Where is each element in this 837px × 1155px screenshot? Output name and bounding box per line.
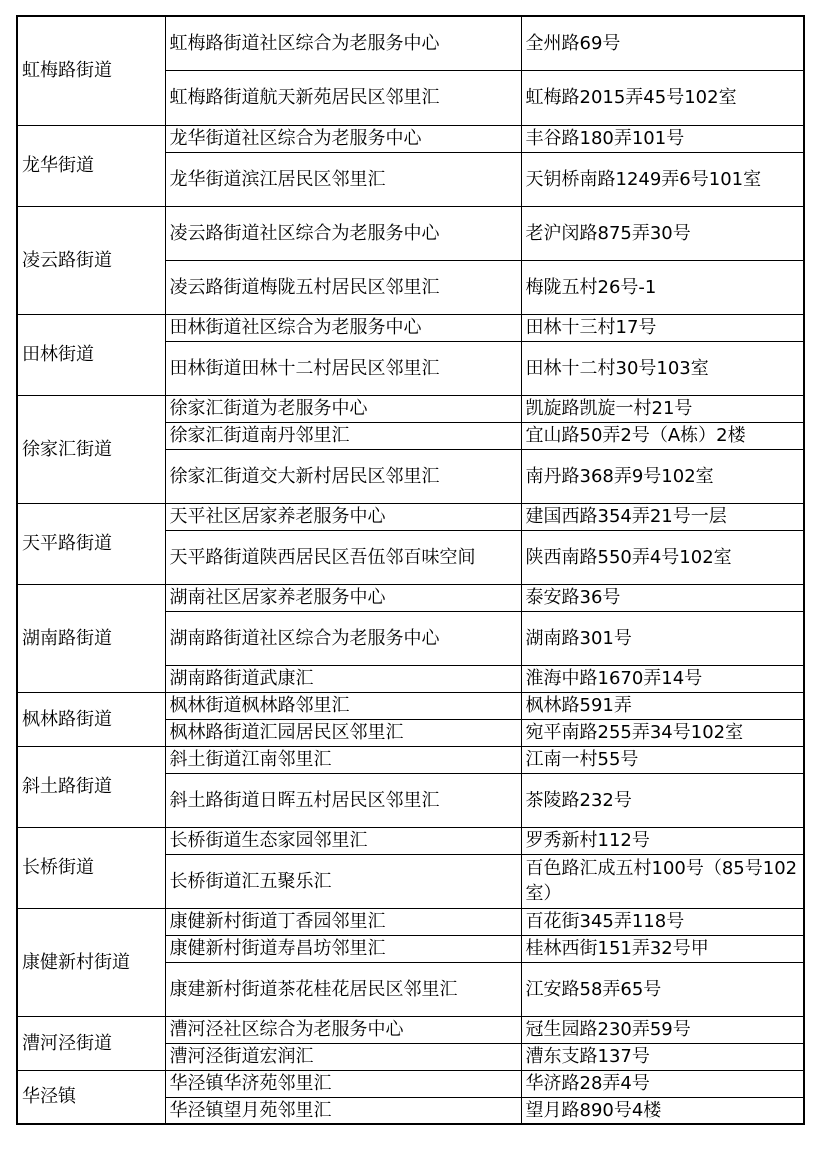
center-name-cell: 龙华街道滨江居民区邻里汇 [165,152,521,206]
center-name-cell: 湖南路街道武康汇 [165,665,521,692]
address-cell: 天钥桥南路1249弄6号101室 [521,152,804,206]
address-cell: 宜山路50弄2号（A栋）2楼 [521,422,804,449]
center-name-cell: 斜土街道江南邻里汇 [165,746,521,773]
table-row [17,206,804,260]
district-cell: 华泾镇 [17,1070,165,1124]
address-cell: 冠生园路230弄59号 [521,1016,804,1043]
center-name-cell: 湖南路街道社区综合为老服务中心 [165,611,521,665]
table-row [17,584,804,611]
address-cell: 建国西路354弄21号一层 [521,503,804,530]
center-name-cell: 虹梅路街道航天新苑居民区邻里汇 [165,70,521,125]
center-name-cell: 田林街道社区综合为老服务中心 [165,314,521,341]
center-name-cell: 华泾镇望月苑邻里汇 [165,1097,521,1124]
center-name-cell: 天平社区居家养老服务中心 [165,503,521,530]
address-cell: 南丹路368弄9号102室 [521,449,804,503]
district-cell: 虹梅路街道 [17,16,165,125]
center-name-cell: 徐家汇街道为老服务中心 [165,395,521,422]
table-row [17,395,804,422]
address-cell: 罗秀新村112号 [521,827,804,854]
address-cell: 华济路28弄4号 [521,1070,804,1097]
address-cell: 枫林路591弄 [521,692,804,719]
center-name-cell: 漕河泾社区综合为老服务中心 [165,1016,521,1043]
center-name-cell: 徐家汇街道南丹邻里汇 [165,422,521,449]
district-cell: 田林街道 [17,314,165,395]
center-name-cell: 虹梅路街道社区综合为老服务中心 [165,16,521,70]
district-cell: 枫林路街道 [17,692,165,746]
district-cell: 徐家汇街道 [17,395,165,503]
address-cell: 全州路69号 [521,16,804,70]
center-name-cell: 康健新村街道丁香园邻里汇 [165,908,521,935]
address-cell: 桂林西街151弄32号甲 [521,935,804,962]
address-cell: 泰安路36号 [521,584,804,611]
district-cell: 龙华街道 [17,125,165,206]
address-cell: 江南一村55号 [521,746,804,773]
table-row [17,314,804,341]
address-cell: 百花街345弄118号 [521,908,804,935]
address-cell: 茶陵路232号 [521,773,804,827]
district-cell: 长桥街道 [17,827,165,908]
center-name-cell: 康建新村街道茶花桂花居民区邻里汇 [165,962,521,1016]
address-cell: 百色路汇成五村100号（85号102室） [521,854,804,908]
table-row [17,125,804,152]
address-cell: 田林十二村30号103室 [521,341,804,395]
address-cell: 陕西南路550弄4号102室 [521,530,804,584]
center-name-cell: 斜土路街道日晖五村居民区邻里汇 [165,773,521,827]
address-cell: 淮海中路1670弄14号 [521,665,804,692]
district-cell: 斜土路街道 [17,746,165,827]
address-cell: 望月路890号4楼 [521,1097,804,1124]
district-cell: 漕河泾街道 [17,1016,165,1070]
address-cell: 凯旋路凯旋一村21号 [521,395,804,422]
center-name-cell: 田林街道田林十二村居民区邻里汇 [165,341,521,395]
table-row [17,1070,804,1097]
district-cell: 天平路街道 [17,503,165,584]
center-name-cell: 华泾镇华济苑邻里汇 [165,1070,521,1097]
address-cell: 漕东支路137号 [521,1043,804,1070]
address-cell: 丰谷路180弄101号 [521,125,804,152]
table-row [17,503,804,530]
service-center-table [16,15,805,1125]
center-name-cell: 漕河泾街道宏润汇 [165,1043,521,1070]
table-row [17,16,804,70]
address-cell: 宛平南路255弄34号102室 [521,719,804,746]
center-name-cell: 徐家汇街道交大新村居民区邻里汇 [165,449,521,503]
center-name-cell: 天平路街道陕西居民区吾伍邻百味空间 [165,530,521,584]
address-cell: 田林十三村17号 [521,314,804,341]
center-name-cell: 凌云路街道社区综合为老服务中心 [165,206,521,260]
center-name-cell: 康健新村街道寿昌坊邻里汇 [165,935,521,962]
center-name-cell: 枫林路街道汇园居民区邻里汇 [165,719,521,746]
district-cell: 康健新村街道 [17,908,165,1016]
address-cell: 老沪闵路875弄30号 [521,206,804,260]
center-name-cell: 枫林街道枫林路邻里汇 [165,692,521,719]
table-row [17,908,804,935]
table-row [17,1016,804,1043]
center-name-cell: 湖南社区居家养老服务中心 [165,584,521,611]
address-cell: 虹梅路2015弄45号102室 [521,70,804,125]
center-name-cell: 凌云路街道梅陇五村居民区邻里汇 [165,260,521,314]
district-cell: 凌云路街道 [17,206,165,314]
table-row [17,827,804,854]
address-cell: 梅陇五村26号-1 [521,260,804,314]
district-cell: 湖南路街道 [17,584,165,692]
table-body [17,16,804,1124]
table-row [17,692,804,719]
center-name-cell: 长桥街道汇五聚乐汇 [165,854,521,908]
table-row [17,746,804,773]
address-cell: 江安路58弄65号 [521,962,804,1016]
center-name-cell: 龙华街道社区综合为老服务中心 [165,125,521,152]
center-name-cell: 长桥街道生态家园邻里汇 [165,827,521,854]
address-cell: 湖南路301号 [521,611,804,665]
